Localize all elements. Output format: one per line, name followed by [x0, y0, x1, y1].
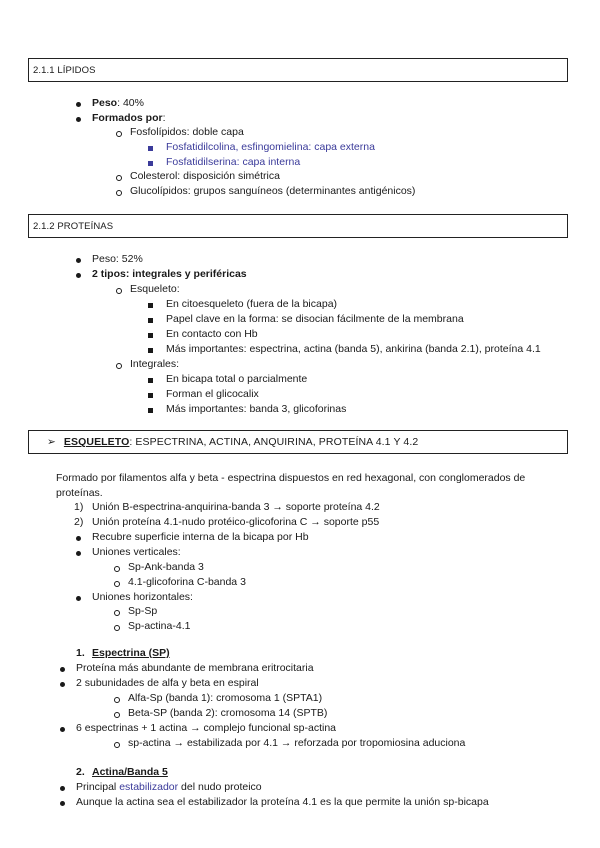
list-item-v1: Sp-Ank-banda 3 — [128, 561, 204, 573]
circle-bullet-icon — [114, 742, 120, 748]
circle-bullet-icon — [116, 190, 122, 196]
list-item-fosfolipidos: Fosfolípidos: doble capa — [130, 126, 244, 138]
bullet-icon — [60, 667, 65, 672]
numbered-marker: 1. — [76, 647, 85, 659]
bullet-icon — [76, 117, 81, 122]
list-item-esp2b: Beta-SP (banda 2): cromosoma 14 (SPTB) — [128, 707, 328, 719]
circle-bullet-icon — [114, 697, 120, 703]
list-item-integrales: Integrales: — [130, 358, 180, 370]
bullet-icon — [76, 536, 81, 541]
square-bullet-icon — [148, 408, 153, 413]
square-bullet-icon — [148, 348, 153, 353]
list-item-act2: Aunque la actina sea el estabilizador la proteína 4.1 es la que permite la unión sp-bicapa — [76, 796, 489, 808]
numbered-marker: 2) — [74, 516, 84, 528]
circle-bullet-icon — [116, 288, 122, 294]
circle-bullet-icon — [114, 566, 120, 572]
list-item-e2: Papel clave en la forma: se disocian fácilmente de la membrana — [166, 313, 464, 325]
numbered-marker: 2. — [76, 766, 85, 778]
list-item-esp3: 6 espectrinas + 1 actina → complejo funcional sp-actina — [76, 722, 337, 734]
square-bullet-icon — [148, 333, 153, 338]
subsection-title-espectrina: Espectrina (SP) — [92, 647, 170, 659]
section-header-lipidos — [28, 58, 568, 82]
numbered-item-2: Unión proteína 4.1-nudo protéico-glicoforina C → soporte p55 — [92, 516, 380, 528]
header-text: 2.1.1 LÍPIDOS — [33, 64, 96, 76]
list-item-v2: 4.1-glicoforina C-banda 3 — [128, 576, 246, 588]
list-item-h1: Sp-Sp — [128, 605, 158, 617]
bullet-icon — [60, 801, 65, 806]
list-item-fosfatidilcolina: Fosfatidilcolina, esfingomielina: capa externa — [166, 141, 375, 153]
circle-bullet-icon — [114, 712, 120, 718]
circle-bullet-icon — [116, 363, 122, 369]
list-item-peso: Peso: 52% — [92, 253, 143, 265]
square-bullet-icon — [148, 378, 153, 383]
numbered-item-1: Unión B-espectrina-anquirina-banda 3 → soporte proteína 4.2 — [92, 501, 380, 513]
list-item-i2: Forman el glicocalix — [166, 388, 259, 400]
numbered-marker: 1) — [74, 501, 84, 513]
list-item-act1: Principal estabilizador del nudo proteico — [76, 781, 262, 793]
header-rest: : ESPECTRINA, ACTINA, ANQUIRINA, PROTEÍNA 4.1 Y 4.2 — [129, 436, 419, 448]
circle-bullet-icon — [116, 175, 122, 181]
header-text: 2.1.2 PROTEÍNAS — [33, 220, 114, 232]
list-item-horizontales: Uniones horizontales: — [92, 591, 193, 603]
square-bullet-icon — [148, 161, 153, 166]
square-bullet-icon — [148, 318, 153, 323]
list-item-e4: Más importantes: espectrina, actina (banda 5), ankirina (banda 2.1), proteína 4.1 — [166, 343, 541, 355]
header-bold: ESQUELETO — [63, 436, 130, 448]
section-header-esqueleto — [28, 430, 568, 454]
circle-bullet-icon — [114, 610, 120, 616]
square-bullet-icon — [148, 146, 153, 151]
arrow-bullet-icon: ➢ — [47, 436, 56, 448]
circle-bullet-icon — [114, 625, 120, 631]
bullet-icon — [76, 102, 81, 107]
circle-bullet-icon — [114, 581, 120, 587]
circle-bullet-icon — [116, 131, 122, 137]
bullet-icon — [76, 258, 81, 263]
bullet-icon — [60, 786, 65, 791]
list-item-i1: En bicapa total o parcialmente — [166, 373, 308, 385]
bullet-icon — [60, 727, 65, 732]
list-item-glucolipidos: Glucolípidos: grupos sanguíneos (determinantes antigénicos) — [130, 185, 416, 197]
list-item-esp3a: sp-actina → estabilizada por 4.1 → reforzada por tropomiosina aduciona — [128, 737, 466, 749]
intro-line-2: proteínas. — [56, 487, 103, 499]
list-item-formados: Formados por: — [92, 112, 166, 124]
intro-line-1: Formado por filamentos alfa y beta - espectrina dispuestos en red hexagonal, con conglomerados de — [56, 472, 526, 484]
list-item-tipos: 2 tipos: integrales y periféricas — [92, 268, 247, 280]
bullet-icon — [60, 682, 65, 687]
list-item-esqueleto: Esqueleto: — [130, 283, 180, 295]
list-item-peso: Peso: 40% — [92, 97, 144, 109]
subsection-title-actina: Actina/Banda 5 — [92, 766, 168, 778]
list-item-e1: En citoesqueleto (fuera de la bicapa) — [166, 298, 338, 310]
list-item-e3: En contacto con Hb — [166, 328, 258, 340]
bullet-icon — [76, 551, 81, 556]
list-item-recubre: Recubre superficie interna de la bicapa por Hb — [92, 531, 309, 543]
list-item-esp2: 2 subunidades de alfa y beta en espiral — [76, 677, 259, 689]
list-item-verticales: Uniones verticales: — [92, 546, 181, 558]
section-header-proteinas — [28, 214, 568, 238]
list-item-h2: Sp-actina-4.1 — [128, 620, 191, 632]
list-item-esp1: Proteína más abundante de membrana eritrocitaria — [76, 662, 314, 674]
list-item-i3: Más importantes: banda 3, glicoforinas — [166, 403, 347, 415]
list-item-colesterol: Colesterol: disposición simétrica — [130, 170, 280, 182]
bullet-icon — [76, 273, 81, 278]
square-bullet-icon — [148, 303, 153, 308]
list-item-esp2a: Alfa-Sp (banda 1): cromosoma 1 (SPTA1) — [128, 692, 323, 704]
bullet-icon — [76, 596, 81, 601]
square-bullet-icon — [148, 393, 153, 398]
list-item-fosfatidilserina: Fosfatidilserina: capa interna — [166, 156, 301, 168]
